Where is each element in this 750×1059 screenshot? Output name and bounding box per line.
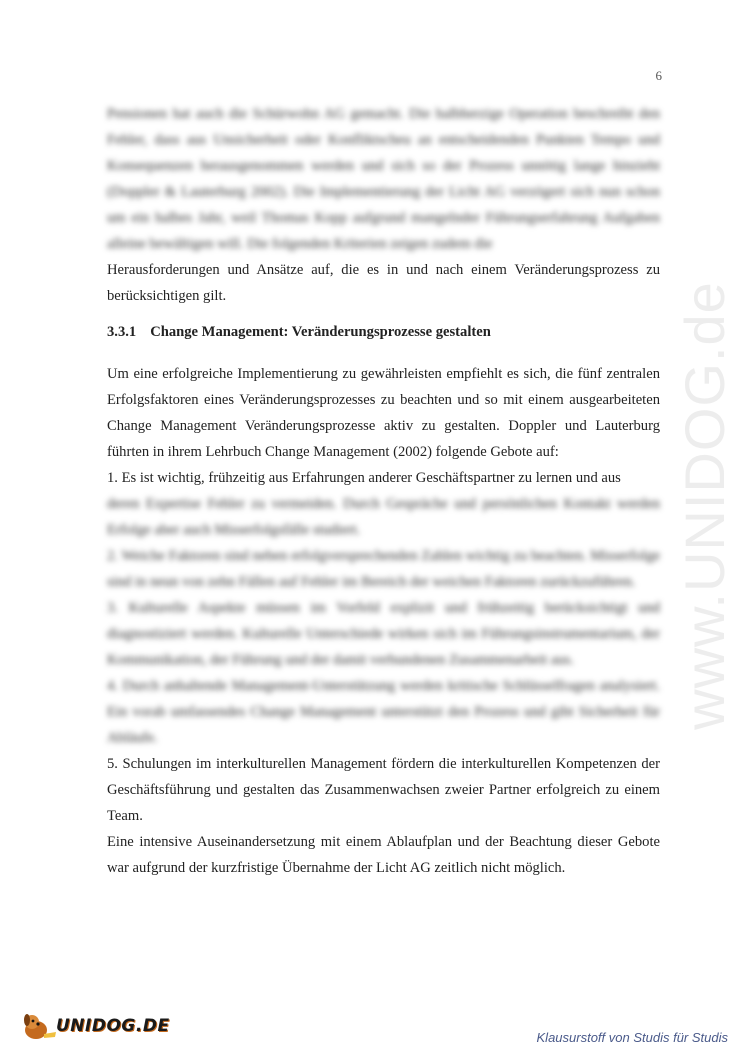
page-number: 6 xyxy=(655,68,662,83)
list-item-2: 2. Weiche Faktoren sind neben erfolgversprechenden Zahlen wichtig zu beachten. Misserfolge sind in neun von zehn Fällen auf Fehler im Bereich der weichen Faktoren zurückzuführen. xyxy=(107,548,660,590)
intro-blurred-text: Pensionen hat auch die Schürwohn AG gemacht. Die halbherzige Operation beschreibt den Fehler, dass aus Unsicherheit oder Konfliktscheu an entscheidenden Punkten Tempo und Konsequenzen herausgenommen werden und sich so der Prozess unnötig lange hinzieht (Doppler & Lauterburg 2002). Die Implementierung der Licht AG verzögert sich nun schon um ein halbes Jahr, weil Thomas Kopp aufgrund mangelnder Führungserfahrung Aufgaben alleine bewältigen will. Die folgenden Kriterien zeigen zudem die xyxy=(107,106,660,252)
footer-slogan: Klausurstoff von Studis für Studis xyxy=(536,1030,728,1045)
watermark-text: www.UNIDOG.de xyxy=(672,280,736,730)
section-number: 3.3.1 xyxy=(107,324,137,340)
list-item-1-clear: 1. Es ist wichtig, frühzeitig aus Erfahrungen anderer Geschäftspartner zu lernen und aus xyxy=(107,470,621,486)
watermark xyxy=(664,270,744,740)
intro-section xyxy=(107,101,660,309)
body-paragraph: Um eine erfolgreiche Implementierung zu gewährleisten empfiehlt es sich, die fünf zentralen Erfolgsfaktoren eines Veränderungsprozesses zu beachten und so mit einem ausgearbeiteten Change Management Veränderungsprozesse aktiv zu gestalten. Doppler und Lauterburg führten in ihrem Lehrbuch Change Management (2002) folgende Gebote auf: xyxy=(107,366,660,460)
intro-clear-text: Herausforderungen und Ansätze auf, die es in und nach einem Veränderungsprozess zu berücksichtigen gilt. xyxy=(107,262,660,304)
section-title: Change Management: Veränderungsprozesse gestalten xyxy=(150,324,491,340)
list-item-3: 3. Kulturelle Aspekte müssen im Vorfeld explizit und frühzeitig berücksichtigt und diagnostiziert werden. Kulturelle Unterschiede wirken sich im Führungsinstrumentarium, der Kommunikation, der Führung und der damit verbundenen Zusammenarbeit aus. xyxy=(107,600,660,668)
section-heading xyxy=(107,324,491,341)
body-section xyxy=(107,361,660,881)
list-item-4: 4. Durch anhaltende Management-Unterstützung werden kritische Schlüsselfragen analysiert. Ein vorab umfassendes Change Management unterstützt den Prozess und gibt Sicherheit für Abläufe. xyxy=(107,678,660,746)
list-item-5: 5. Schulungen im interkulturellen Management fördern die interkulturellen Kompetenzen der Geschäftsführung und gestalten das Zusammenwachsen zweier Partner erfolgreich zu einem Team. xyxy=(107,756,660,824)
footer-logo[interactable] xyxy=(22,1010,170,1042)
dog-icon xyxy=(22,1010,58,1042)
logo-text: UNIDOG.DE xyxy=(56,1016,170,1036)
list-item-1-blurred: deren Expertise Fehler zu vermeiden. Durch Gespräche und persönlichen Kontakt werden Erfolge aber auch Misserfolgsfälle studiert. xyxy=(107,496,660,538)
closing-paragraph: Eine intensive Auseinandersetzung mit einem Ablaufplan und der Beachtung dieser Gebote war aufgrund der kurzfristige Übernahme der Licht AG zeitlich nicht möglich. xyxy=(107,834,660,876)
